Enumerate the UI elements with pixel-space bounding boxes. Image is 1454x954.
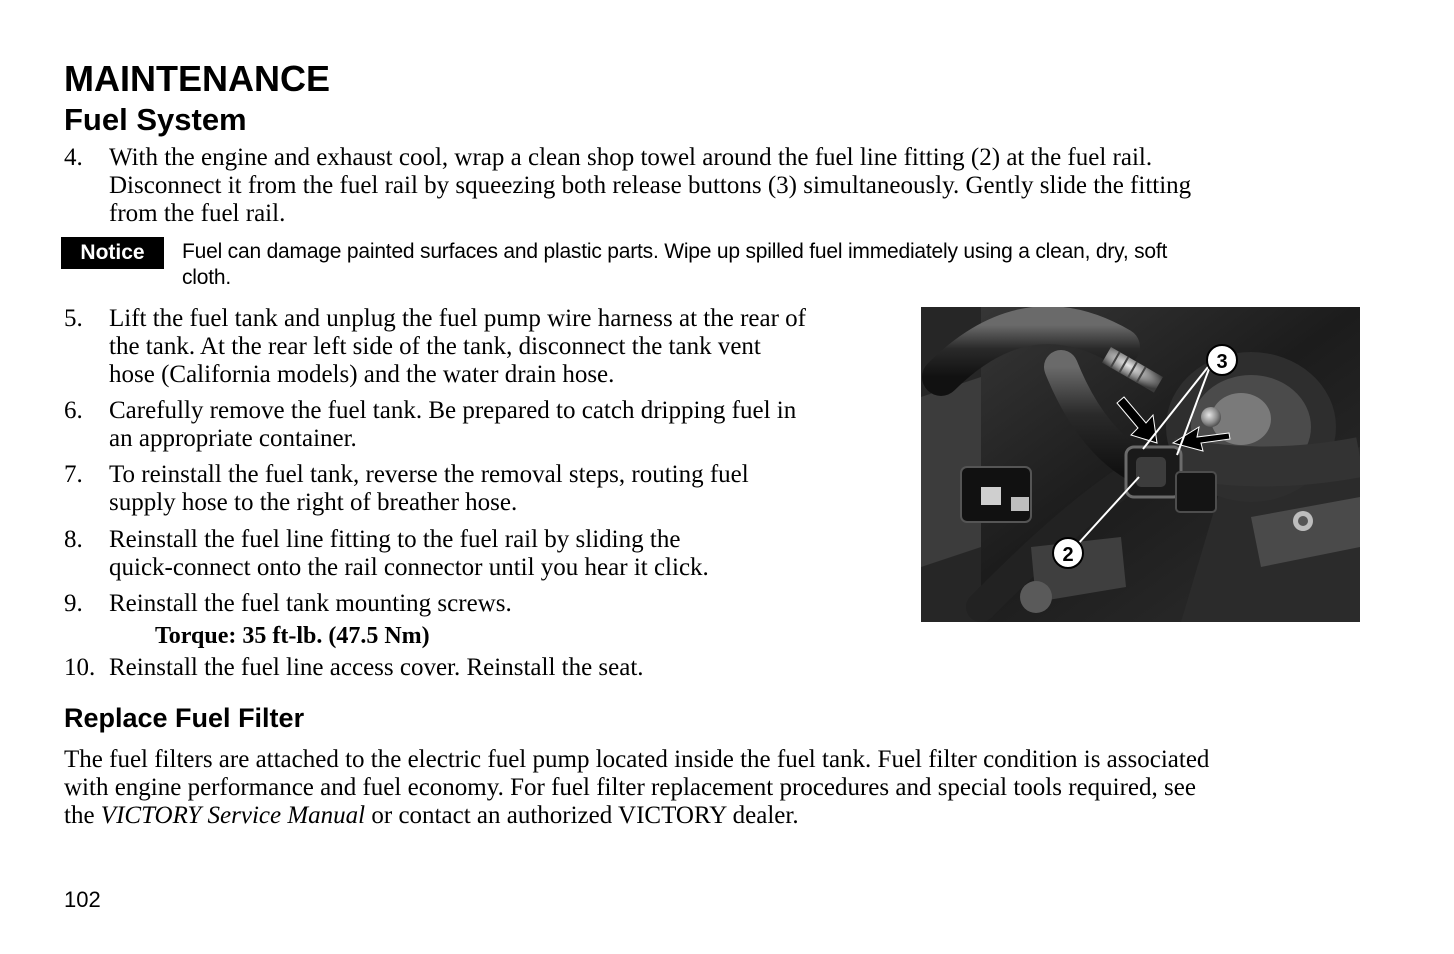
- notice-line: Fuel can damage painted surfaces and plastic parts. Wipe up spilled fuel immediately using a clean, dry, soft: [182, 240, 1168, 263]
- step-number: 8.: [64, 526, 83, 553]
- paragraph-line: The fuel filters are attached to the electric fuel pump located inside the fuel tank. Fuel filter condition is associated: [64, 746, 1210, 773]
- torque-spec: Torque: 35 ft-lb. (47.5 Nm): [155, 623, 430, 649]
- service-manual-title: VICTORY Service Manual: [100, 802, 366, 829]
- notice-line: cloth.: [182, 266, 231, 289]
- step-line: Carefully remove the fuel tank. Be prepared to catch dripping fuel in: [109, 397, 797, 424]
- notice-text: [182, 239, 1372, 291]
- step-line: an appropriate container.: [109, 425, 357, 452]
- step-line: Reinstall the fuel tank mounting screws.: [109, 590, 512, 617]
- callout-2: 2: [1062, 544, 1074, 566]
- step-line: quick-connect onto the rail connector until you hear it click.: [109, 554, 709, 581]
- callout-3: 3: [1216, 351, 1228, 373]
- paragraph-line: with engine performance and fuel economy. For fuel filter replacement procedures and special tools required, see: [64, 774, 1196, 801]
- step-line: Lift the fuel tank and unplug the fuel pump wire harness at the rear of: [109, 305, 806, 332]
- step-number: 4.: [64, 144, 83, 171]
- step-line: the tank. At the rear left side of the tank, disconnect the tank vent: [109, 333, 761, 360]
- text-run: the: [64, 802, 101, 829]
- step-line: supply hose to the right of breather hose.: [109, 489, 518, 516]
- step-line: To reinstall the fuel tank, reverse the removal steps, routing fuel: [109, 461, 749, 488]
- step-line: Reinstall the fuel line fitting to the fuel rail by sliding the: [109, 526, 681, 553]
- fuel-rail-photo: [921, 307, 1360, 622]
- step-line: from the fuel rail.: [109, 200, 286, 227]
- text-run: or contact an authorized VICTORY dealer.: [365, 802, 799, 829]
- step-line: With the engine and exhaust cool, wrap a clean shop towel around the fuel line fitting (2) at the fuel rail.: [109, 144, 1153, 171]
- page-number: 102: [64, 887, 101, 912]
- step-line: hose (California models) and the water drain hose.: [109, 361, 615, 388]
- replace-fuel-filter-paragraph: [64, 746, 1364, 830]
- step-number: 10.: [64, 654, 96, 681]
- subsection-title: Fuel System: [64, 102, 247, 137]
- paragraph-line: [64, 802, 1364, 830]
- step-number: 9.: [64, 590, 83, 617]
- section-title: MAINTENANCE: [64, 58, 330, 99]
- step-number: 6.: [64, 397, 83, 424]
- step-number: 7.: [64, 461, 83, 488]
- fuel-rail-photo-illustration: [921, 307, 1360, 622]
- step-line: Disconnect it from the fuel rail by squeezing both release buttons (3) simultaneously. Gently slide the fitting: [109, 172, 1192, 199]
- replace-fuel-filter-heading: Replace Fuel Filter: [64, 703, 305, 733]
- step-line: Reinstall the fuel line access cover. Reinstall the seat.: [109, 654, 644, 681]
- step-number: 5.: [64, 305, 83, 332]
- notice-badge: Notice: [61, 237, 164, 269]
